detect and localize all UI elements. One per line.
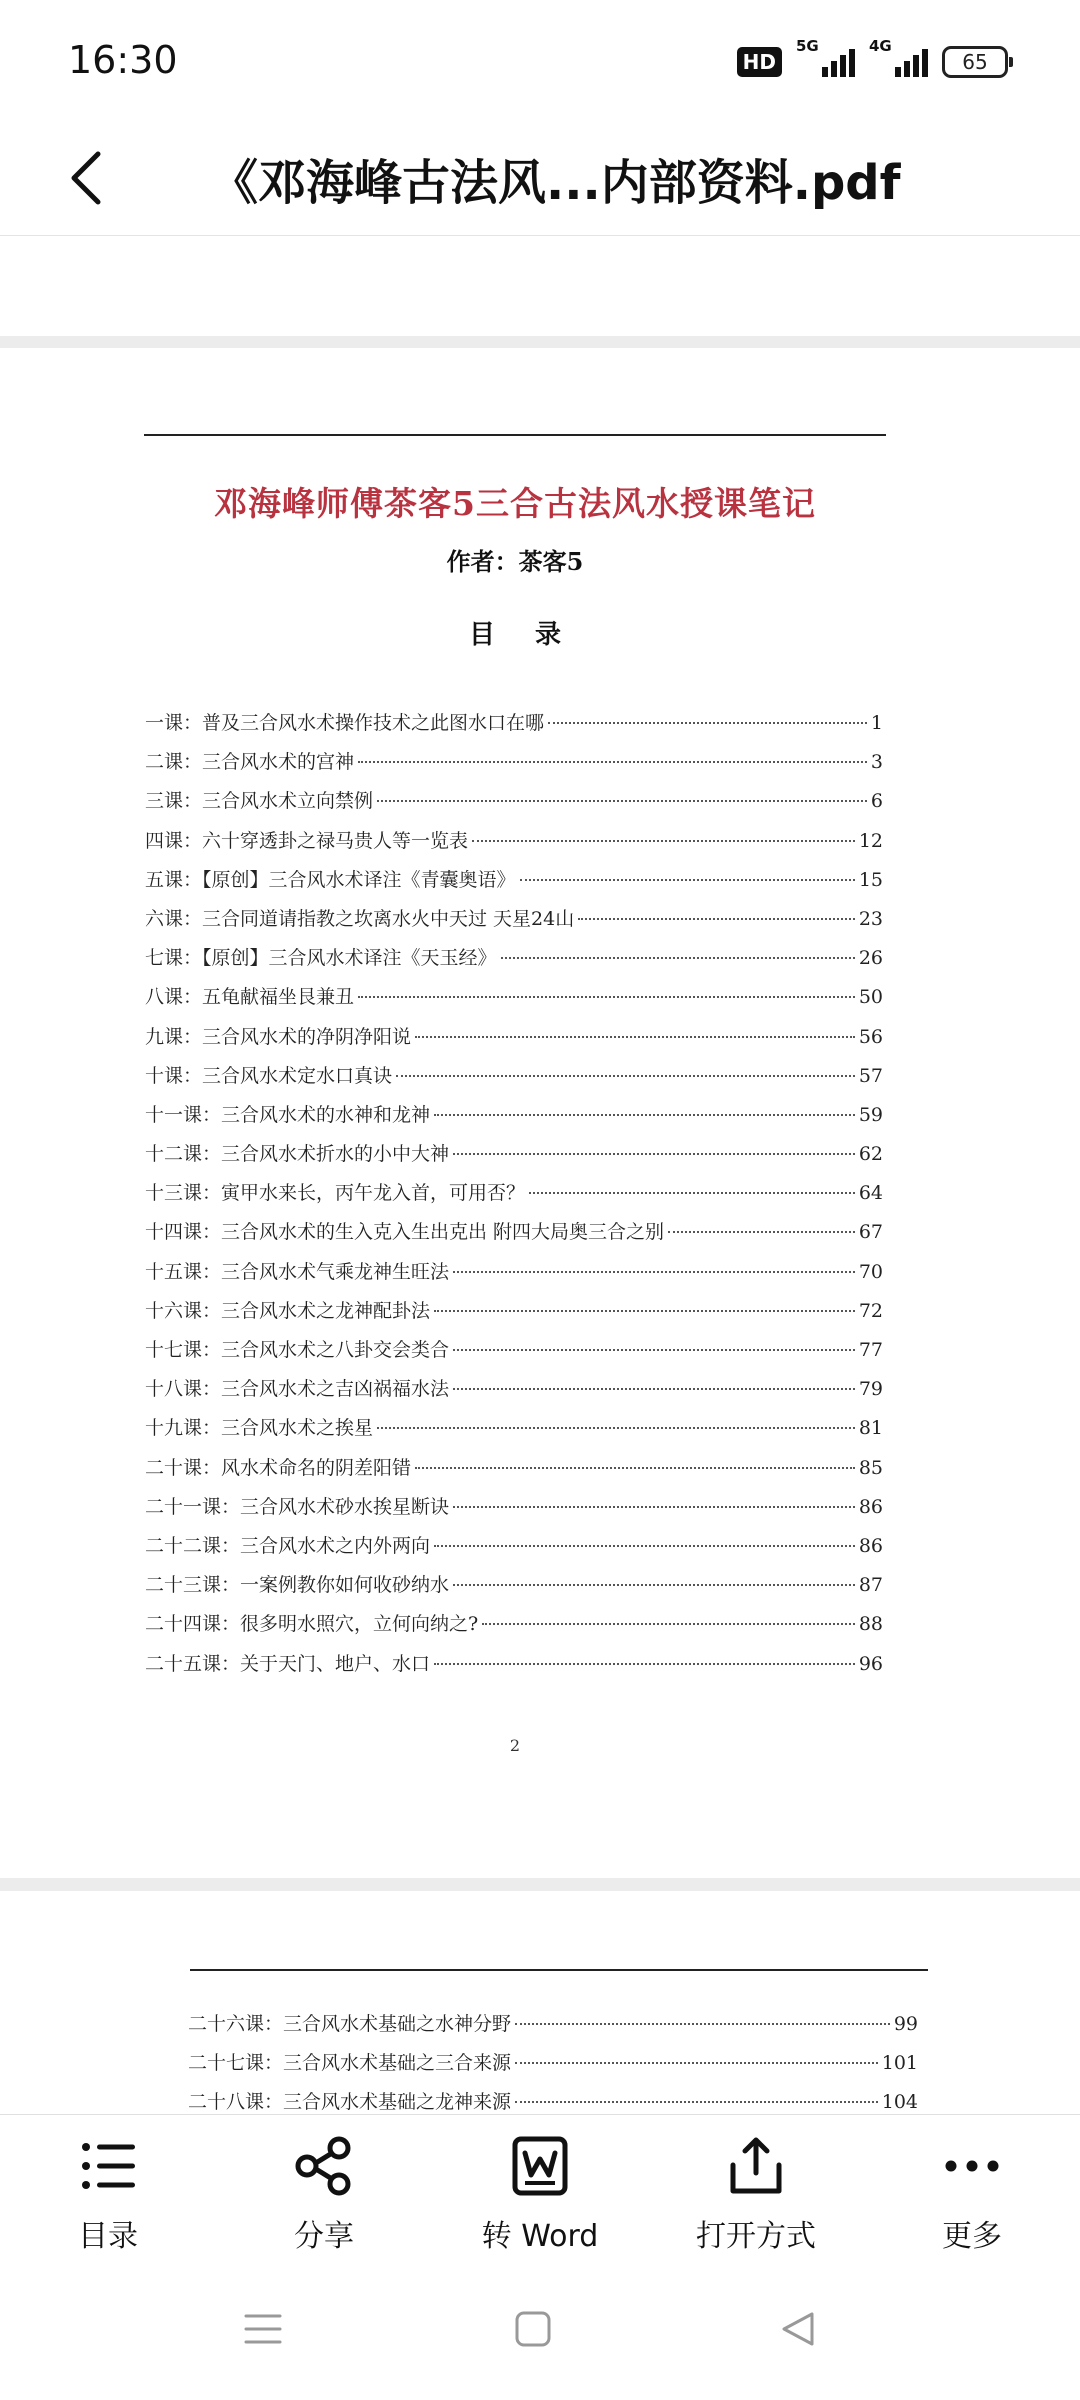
toc-leader-dots	[520, 879, 855, 881]
pdf-viewer[interactable]	[0, 236, 1080, 2114]
toc-entry	[145, 1100, 883, 1139]
share-button[interactable]	[224, 2115, 424, 2255]
document-title: 《邓海峰古法风...内部资料.pdf	[210, 155, 901, 211]
toc-entry	[145, 1257, 883, 1296]
toc-entry	[145, 1570, 883, 1609]
toc-entry	[145, 826, 883, 865]
toc-entry-page: 15	[858, 868, 883, 891]
hd-icon: HD	[737, 47, 782, 77]
open-with-icon	[725, 2135, 787, 2197]
system-nav-bar	[0, 2260, 1080, 2400]
toc-leader-dots	[453, 1271, 855, 1273]
toc-entry-page: 85	[858, 1456, 883, 1479]
battery-icon	[942, 46, 1008, 78]
toc-entry	[145, 904, 883, 943]
toc-entry-page: 6	[870, 790, 883, 813]
toc-entry-label: 八课：五龟献福坐艮兼丑	[145, 986, 355, 1009]
toc-entry	[145, 1453, 883, 1492]
toc-entry-label: 十一课：三合风水术的水神和龙神	[145, 1103, 431, 1126]
back-icon[interactable]	[60, 146, 120, 210]
toc-entry-label: 十九课：三合风水术之挨星	[145, 1417, 374, 1440]
toc-entry-label: 二十一课：三合风水术砂水挨星断诀	[145, 1495, 450, 1518]
toc-entry-page: 86	[858, 1495, 883, 1518]
convert-word-button[interactable]	[440, 2115, 640, 2255]
previous-page-bottom	[0, 236, 1080, 336]
toc-entry-label: 二十八课：三合风水术基础之龙神来源	[188, 2091, 512, 2113]
signal-4g-icon	[869, 37, 928, 77]
signal-5g-icon	[796, 37, 855, 77]
toc-entry-page: 79	[858, 1378, 883, 1401]
title-bar	[0, 120, 1080, 236]
toc-entry-page: 67	[858, 1221, 883, 1244]
toc-leader-dots	[453, 1584, 855, 1586]
toc-list	[145, 708, 883, 1688]
toc-entry-label: 七课：【原创】三合风水术译注《天玉经》	[145, 947, 497, 970]
toc-entry	[145, 1061, 883, 1100]
toc-leader-dots	[434, 1545, 855, 1547]
toc-leader-dots	[515, 2023, 890, 2025]
toc-entry-label: 二十二课：三合风水术之内外两向	[145, 1534, 431, 1557]
toc-entry-label: 十三课：寅甲水来长，丙午龙入首，可用否？	[145, 1182, 526, 1205]
toc-entry-label: 十课：三合风水术定水口真诀	[145, 1064, 393, 1087]
toc-leader-dots	[472, 840, 855, 842]
toc-leader-dots	[578, 918, 855, 920]
toc-entry	[145, 943, 883, 982]
toc-entry-label: 五课：【原创】三合风水术译注《青囊奥语》	[145, 868, 516, 891]
toc-entry-page: 96	[858, 1652, 883, 1675]
toc-leader-dots	[377, 800, 867, 802]
toc-entry-label: 十六课：三合风水术之龙神配卦法	[145, 1299, 431, 1322]
toc-entry-page: 77	[858, 1339, 883, 1361]
toc-entry-label: 六课：三合同道请指教之坎离水火中天过 天星24山	[145, 907, 575, 930]
toc-leader-dots	[501, 957, 855, 959]
toc-leader-dots	[453, 1388, 855, 1390]
toc-entry-label: 三课：三合风水术立向禁例	[145, 790, 374, 813]
toc-entry	[145, 1022, 883, 1061]
toc-entry-page: 12	[858, 829, 883, 852]
toc-leader-dots	[434, 1310, 855, 1312]
toc-leader-dots	[548, 722, 867, 724]
open-with-button[interactable]	[656, 2115, 856, 2255]
toc-entry-page: 81	[858, 1417, 883, 1440]
document-heading: 邓海峰师傅茶客5三合古法风水授课笔记	[214, 484, 816, 523]
list-icon	[77, 2135, 139, 2197]
toc-entry	[145, 786, 883, 825]
recent-apps-icon[interactable]	[238, 2304, 288, 2354]
toc-entry-page: 1	[870, 712, 883, 734]
toc-entry	[145, 708, 883, 747]
toc-entry-page: 86	[858, 1534, 883, 1557]
toc-leader-dots	[415, 1036, 855, 1038]
toc-entry-label: 十四课：三合风水术的生入克入生出克出 附四大局奥三合之别	[145, 1221, 665, 1244]
toc-entry-page: 62	[858, 1143, 883, 1166]
home-icon[interactable]	[508, 2304, 558, 2354]
signal-4g-label: 4G	[869, 37, 892, 55]
open-with-label: 打开方式	[696, 2219, 816, 2254]
toc-entry-page: 56	[858, 1025, 883, 1048]
toc-button[interactable]	[8, 2115, 208, 2255]
toc-entry-page: 99	[893, 2013, 918, 2035]
more-button-label: 更多	[942, 2219, 1002, 2254]
toc-leader-dots	[529, 1192, 855, 1194]
toc-entry	[145, 1649, 883, 1688]
toc-entry	[188, 2009, 918, 2048]
toc-entry	[145, 1374, 883, 1413]
toc-entry	[145, 1531, 883, 1570]
toc-entry-label: 十五课：三合风水术气乘龙神生旺法	[145, 1260, 450, 1283]
author-line: 作者：茶客5	[446, 547, 584, 576]
toc-leader-dots	[434, 1663, 855, 1665]
toc-entry	[145, 1178, 883, 1217]
toc-entry	[145, 865, 883, 904]
toc-entry-page: 23	[858, 907, 883, 930]
toc-entry-page: 87	[858, 1574, 883, 1597]
toc-heading: 目录	[468, 620, 601, 650]
toc-entry-label: 二十三课：一案例教你如何收砂纳水	[145, 1574, 450, 1597]
toc-entry-page: 88	[858, 1613, 883, 1636]
more-button[interactable]	[872, 2115, 1072, 2255]
toc-leader-dots	[415, 1467, 855, 1469]
toc-entry-label: 十八课：三合风水术之吉凶祸福水法	[145, 1378, 450, 1401]
toc-leader-dots	[515, 2101, 878, 2103]
toc-leader-dots	[358, 761, 867, 763]
toc-entry	[188, 2087, 918, 2114]
toc-entry	[188, 2048, 918, 2087]
status-icons	[737, 37, 1008, 80]
toc-leader-dots	[396, 1075, 855, 1077]
toc-leader-dots	[453, 1349, 855, 1351]
toc-entry	[145, 1335, 883, 1374]
toc-entry-label: 四课：六十穿透卦之禄马贵人等一览表	[145, 829, 469, 852]
more-icon	[941, 2135, 1003, 2197]
toc-entry-page: 64	[858, 1182, 883, 1205]
toc-leader-dots	[377, 1427, 855, 1429]
toc-entry-page: 59	[858, 1103, 883, 1126]
toc-entry-label: 二十七课：三合风水术基础之三合来源	[188, 2052, 512, 2074]
pdf-page-next	[0, 1891, 1080, 2114]
toc-entry-page: 101	[881, 2052, 918, 2074]
toc-entry	[145, 1492, 883, 1531]
toc-entry	[145, 1217, 883, 1256]
toc-entry-label: 二十课：风水术命名的阴差阳错	[145, 1456, 412, 1479]
status-bar	[0, 0, 1080, 120]
toc-entry	[145, 982, 883, 1021]
share-icon	[293, 2135, 355, 2197]
toc-entry-label: 二十四课：很多明水照穴，立何向纳之?	[145, 1613, 479, 1636]
toc-button-label: 目录	[78, 2219, 138, 2254]
page-number: 2	[509, 1736, 521, 1755]
pdf-page	[0, 348, 1080, 1878]
toc-entry	[145, 1139, 883, 1178]
toc-entry-page: 72	[858, 1299, 883, 1322]
header-rule	[190, 1969, 928, 1971]
toc-list-continued	[188, 2009, 918, 2114]
toc-entry-label: 十二课：三合风水术折水的小中大神	[145, 1143, 450, 1166]
status-time: 16:30	[68, 38, 178, 82]
toc-entry-page: 26	[858, 947, 883, 970]
toc-entry-page: 104	[881, 2091, 918, 2113]
toc-entry	[145, 1609, 883, 1648]
toc-entry-label: 二十五课：关于天门、地户、水口	[145, 1652, 431, 1675]
toc-entry	[145, 1296, 883, 1335]
toc-leader-dots	[515, 2062, 878, 2064]
toc-entry-page: 57	[858, 1064, 883, 1087]
bottom-toolbar	[0, 2114, 1080, 2260]
toc-entry-page: 3	[870, 751, 883, 774]
toc-leader-dots	[668, 1231, 855, 1233]
signal-5g-label: 5G	[796, 37, 819, 55]
toc-leader-dots	[482, 1623, 855, 1625]
toc-entry-page: 50	[858, 986, 883, 1009]
toc-leader-dots	[358, 996, 855, 998]
toc-entry	[145, 1413, 883, 1452]
toc-entry	[145, 747, 883, 786]
share-button-label: 分享	[294, 2219, 354, 2254]
toc-entry-page: 70	[858, 1260, 883, 1283]
convert-word-label: 转 Word	[481, 2219, 599, 2254]
toc-leader-dots	[434, 1114, 855, 1116]
back-nav-icon[interactable]	[774, 2304, 824, 2354]
toc-leader-dots	[453, 1153, 855, 1155]
toc-leader-dots	[453, 1506, 855, 1508]
toc-entry-label: 一课：普及三合风水术操作技术之此图水口在哪	[145, 712, 545, 734]
toc-entry-label: 九课：三合风水术的净阴净阳说	[145, 1025, 412, 1048]
word-icon	[509, 2135, 571, 2197]
toc-entry-label: 十七课：三合风水术之八卦交会类合	[145, 1339, 450, 1361]
toc-entry-label: 二十六课：三合风水术基础之水神分野	[188, 2013, 512, 2035]
toc-entry-label: 二课：三合风水术的宫神	[145, 751, 355, 774]
header-rule	[144, 434, 886, 436]
battery-level: 65	[962, 50, 988, 74]
